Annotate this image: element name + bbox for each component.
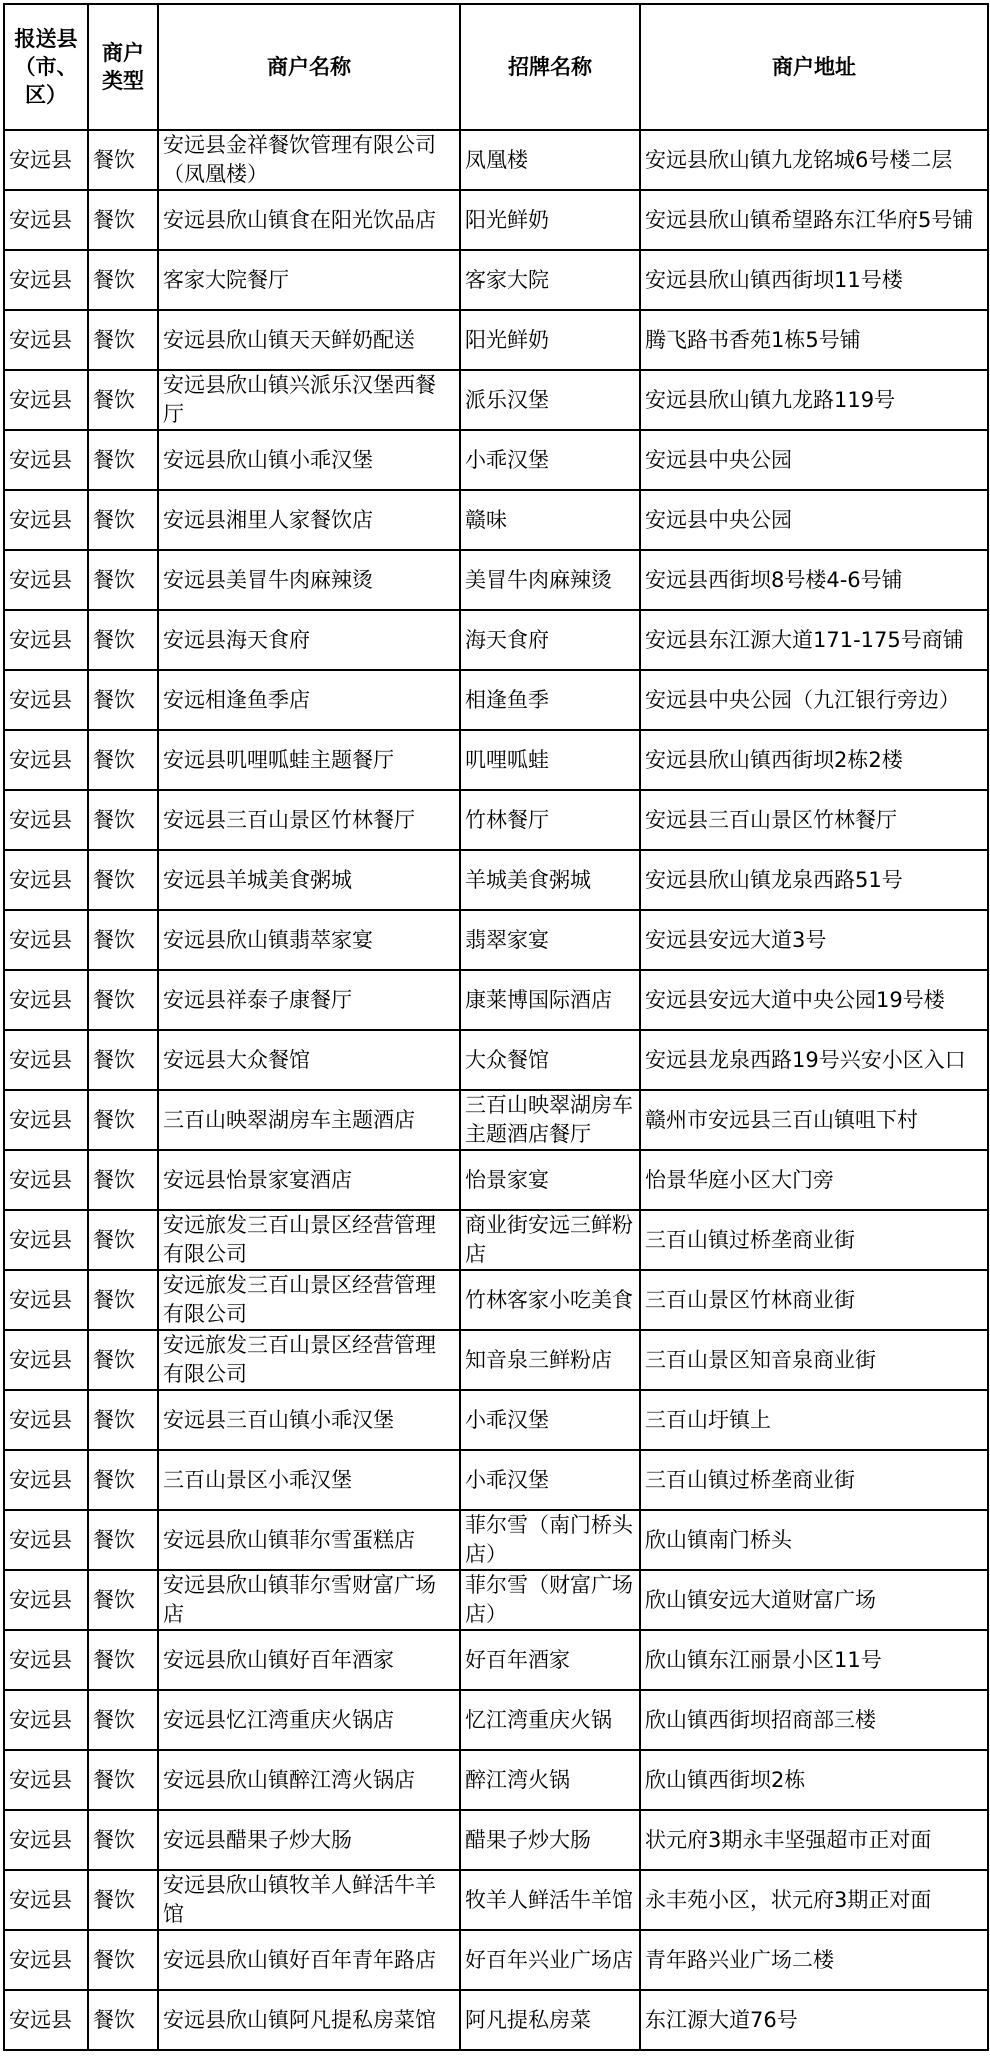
- table-row: [4, 1030, 988, 1090]
- sign-name-cell: 醉江湾火锅: [460, 1750, 640, 1810]
- table-row: [4, 1990, 988, 2050]
- table-row: [4, 1510, 988, 1570]
- address-cell: 安远县安远大道3号: [640, 910, 988, 970]
- sign-name-cell: 赣味: [460, 490, 640, 550]
- table-row: [4, 550, 988, 610]
- county-cell: 安远县: [4, 190, 88, 250]
- type-cell: 餐饮: [88, 970, 158, 1030]
- county-cell: 安远县: [4, 1690, 88, 1750]
- type-cell: 餐饮: [88, 850, 158, 910]
- merchant-name-cell: 安远相逢鱼季店: [158, 670, 460, 730]
- sign-name-cell: 派乐汉堡: [460, 370, 640, 430]
- merchant-name-cell: 安远县欣山镇牧羊人鲜活牛羊馆: [158, 1870, 460, 1930]
- sign-name-cell: 阳光鲜奶: [460, 190, 640, 250]
- table-row: [4, 910, 988, 970]
- sign-name-cell: 菲尔雪（南门桥头店）: [460, 1510, 640, 1570]
- table-row: [4, 670, 988, 730]
- merchant-name-cell: 安远县海天食府: [158, 610, 460, 670]
- county-cell: 安远县: [4, 1210, 88, 1270]
- merchant-name-cell: 安远县欣山镇食在阳光饮品店: [158, 190, 460, 250]
- table-row: [4, 1450, 988, 1510]
- sign-name-cell: 相逢鱼季: [460, 670, 640, 730]
- address-cell: 欣山镇西街坝招商部三楼: [640, 1690, 988, 1750]
- county-cell: 安远县: [4, 1810, 88, 1870]
- type-cell: 餐饮: [88, 310, 158, 370]
- type-cell: 餐饮: [88, 370, 158, 430]
- sign-name-cell: 好百年酒家: [460, 1630, 640, 1690]
- merchant-name-cell: 安远旅发三百山景区经营管理有限公司: [158, 1330, 460, 1390]
- merchant-name-cell: 安远县欣山镇菲尔雪财富广场店: [158, 1570, 460, 1630]
- address-cell: 安远县中央公园: [640, 430, 988, 490]
- address-cell: 安远县欣山镇九龙铭城6号楼二层: [640, 130, 988, 190]
- county-cell: 安远县: [4, 1270, 88, 1330]
- table-row: [4, 1330, 988, 1390]
- table-row: [4, 430, 988, 490]
- county-cell: 安远县: [4, 850, 88, 910]
- merchant-name-cell: 安远旅发三百山景区经营管理有限公司: [158, 1210, 460, 1270]
- county-cell: 安远县: [4, 310, 88, 370]
- sign-name-cell: 醋果子炒大肠: [460, 1810, 640, 1870]
- county-cell: 安远县: [4, 1750, 88, 1810]
- county-cell: 安远县: [4, 250, 88, 310]
- type-cell: 餐饮: [88, 1570, 158, 1630]
- merchant-name-cell: 安远县祥泰子康餐厅: [158, 970, 460, 1030]
- table-row: [4, 610, 988, 670]
- table-row: [4, 1930, 988, 1990]
- address-cell: 腾飞路书香苑1栋5号铺: [640, 310, 988, 370]
- address-cell: 状元府3期永丰坚强超市正对面: [640, 1810, 988, 1870]
- table-row: [4, 310, 988, 370]
- type-cell: 餐饮: [88, 1870, 158, 1930]
- address-cell: 永丰苑小区，状元府3期正对面: [640, 1870, 988, 1930]
- address-cell: 东江源大道76号: [640, 1990, 988, 2050]
- table-row: [4, 1570, 988, 1630]
- sign-name-cell: 竹林餐厅: [460, 790, 640, 850]
- table-row: [4, 1630, 988, 1690]
- sign-name-cell: 海天食府: [460, 610, 640, 670]
- type-cell: 餐饮: [88, 1750, 158, 1810]
- table-row: [4, 1210, 988, 1270]
- merchant-name-cell: 三百山景区小乖汉堡: [158, 1450, 460, 1510]
- sign-name-cell: 阳光鲜奶: [460, 310, 640, 370]
- merchant-name-cell: 安远县欣山镇兴派乐汉堡西餐厅: [158, 370, 460, 430]
- merchant-name-cell: 安远县忆江湾重庆火锅店: [158, 1690, 460, 1750]
- address-cell: 欣山镇南门桥头: [640, 1510, 988, 1570]
- address-cell: 三百山镇过桥垄商业街: [640, 1210, 988, 1270]
- header-county: 报送县（市、区）: [4, 4, 88, 130]
- header-name: 商户名称: [158, 4, 460, 130]
- sign-name-cell: 翡翠家宴: [460, 910, 640, 970]
- county-cell: 安远县: [4, 430, 88, 490]
- merchant-name-cell: 安远县欣山镇好百年青年路店: [158, 1930, 460, 1990]
- merchant-name-cell: 安远县羊城美食粥城: [158, 850, 460, 910]
- merchant-name-cell: 安远县湘里人家餐饮店: [158, 490, 460, 550]
- address-cell: 三百山景区竹林商业街: [640, 1270, 988, 1330]
- sign-name-cell: 三百山映翠湖房车主题酒店餐厅: [460, 1090, 640, 1150]
- county-cell: 安远县: [4, 1090, 88, 1150]
- address-cell: 安远县欣山镇希望路东江华府5号铺: [640, 190, 988, 250]
- address-cell: 安远县欣山镇九龙路119号: [640, 370, 988, 430]
- address-cell: 欣山镇安远大道财富广场: [640, 1570, 988, 1630]
- table-row: [4, 130, 988, 190]
- merchant-name-cell: 安远县金祥餐饮管理有限公司（凤凰楼）: [158, 130, 460, 190]
- merchant-name-cell: 客家大院餐厅: [158, 250, 460, 310]
- county-cell: 安远县: [4, 1510, 88, 1570]
- merchant-name-cell: 安远县大众餐馆: [158, 1030, 460, 1090]
- sign-name-cell: 知音泉三鲜粉店: [460, 1330, 640, 1390]
- county-cell: 安远县: [4, 1990, 88, 2050]
- address-cell: 青年路兴业广场二楼: [640, 1930, 988, 1990]
- county-cell: 安远县: [4, 910, 88, 970]
- sign-name-cell: 客家大院: [460, 250, 640, 310]
- address-cell: 三百山镇过桥垄商业街: [640, 1450, 988, 1510]
- table-row: [4, 1690, 988, 1750]
- county-cell: 安远县: [4, 1030, 88, 1090]
- type-cell: 餐饮: [88, 610, 158, 670]
- type-cell: 餐饮: [88, 490, 158, 550]
- county-cell: 安远县: [4, 790, 88, 850]
- merchant-name-cell: 安远县怡景家宴酒店: [158, 1150, 460, 1210]
- address-cell: 安远县欣山镇西街坝11号楼: [640, 250, 988, 310]
- county-cell: 安远县: [4, 610, 88, 670]
- type-cell: 餐饮: [88, 1810, 158, 1870]
- county-cell: 安远县: [4, 550, 88, 610]
- merchant-name-cell: 安远县叽哩呱蛙主题餐厅: [158, 730, 460, 790]
- sign-name-cell: 菲尔雪（财富广场店）: [460, 1570, 640, 1630]
- sign-name-cell: 好百年兴业广场店: [460, 1930, 640, 1990]
- header-address: 商户地址: [640, 4, 988, 130]
- county-cell: 安远县: [4, 1930, 88, 1990]
- table-row: [4, 1750, 988, 1810]
- table-row: [4, 1270, 988, 1330]
- table-row: [4, 1870, 988, 1930]
- merchant-name-cell: 安远县欣山镇小乖汉堡: [158, 430, 460, 490]
- address-cell: 安远县西街坝8号楼4-6号铺: [640, 550, 988, 610]
- merchant-name-cell: 安远县欣山镇好百年酒家: [158, 1630, 460, 1690]
- sign-name-cell: 怡景家宴: [460, 1150, 640, 1210]
- county-cell: 安远县: [4, 1330, 88, 1390]
- type-cell: 餐饮: [88, 1690, 158, 1750]
- table-row: [4, 190, 988, 250]
- county-cell: 安远县: [4, 130, 88, 190]
- type-cell: 餐饮: [88, 190, 158, 250]
- header-type: 商户类型: [88, 4, 158, 130]
- type-cell: 餐饮: [88, 1510, 158, 1570]
- table-row: [4, 850, 988, 910]
- type-cell: 餐饮: [88, 250, 158, 310]
- type-cell: 餐饮: [88, 430, 158, 490]
- table-row: [4, 1150, 988, 1210]
- sign-name-cell: 竹林客家小吃美食: [460, 1270, 640, 1330]
- address-cell: 安远县龙泉西路19号兴安小区入口: [640, 1030, 988, 1090]
- table-body: [4, 130, 988, 2050]
- type-cell: 餐饮: [88, 1450, 158, 1510]
- type-cell: 餐饮: [88, 1210, 158, 1270]
- address-cell: 安远县东江源大道171-175号商铺: [640, 610, 988, 670]
- table-row: [4, 730, 988, 790]
- address-cell: 安远县三百山景区竹林餐厅: [640, 790, 988, 850]
- type-cell: 餐饮: [88, 910, 158, 970]
- county-cell: 安远县: [4, 970, 88, 1030]
- type-cell: 餐饮: [88, 670, 158, 730]
- address-cell: 欣山镇西街坝2栋: [640, 1750, 988, 1810]
- sign-name-cell: 牧羊人鲜活牛羊馆: [460, 1870, 640, 1930]
- sign-name-cell: 康莱博国际酒店: [460, 970, 640, 1030]
- type-cell: 餐饮: [88, 1630, 158, 1690]
- sign-name-cell: 商业街安远三鲜粉店: [460, 1210, 640, 1270]
- county-cell: 安远县: [4, 1870, 88, 1930]
- table-row: [4, 370, 988, 430]
- merchant-name-cell: 安远旅发三百山景区经营管理有限公司: [158, 1270, 460, 1330]
- county-cell: 安远县: [4, 1450, 88, 1510]
- sign-name-cell: 忆江湾重庆火锅: [460, 1690, 640, 1750]
- type-cell: 餐饮: [88, 1030, 158, 1090]
- table-row: [4, 250, 988, 310]
- address-cell: 安远县中央公园（九江银行旁边）: [640, 670, 988, 730]
- county-cell: 安远县: [4, 730, 88, 790]
- merchant-name-cell: 安远县欣山镇阿凡提私房菜馆: [158, 1990, 460, 2050]
- address-cell: 安远县欣山镇龙泉西路51号: [640, 850, 988, 910]
- county-cell: 安远县: [4, 670, 88, 730]
- table-row: [4, 1810, 988, 1870]
- table-row: [4, 1090, 988, 1150]
- address-cell: 安远县欣山镇西街坝2栋2楼: [640, 730, 988, 790]
- type-cell: 餐饮: [88, 550, 158, 610]
- merchant-name-cell: 安远县醋果子炒大肠: [158, 1810, 460, 1870]
- county-cell: 安远县: [4, 490, 88, 550]
- merchant-name-cell: 安远县三百山镇小乖汉堡: [158, 1390, 460, 1450]
- sign-name-cell: 小乖汉堡: [460, 430, 640, 490]
- header-sign: 招牌名称: [460, 4, 640, 130]
- sign-name-cell: 叽哩呱蛙: [460, 730, 640, 790]
- type-cell: 餐饮: [88, 1270, 158, 1330]
- merchant-name-cell: 安远县欣山镇天天鲜奶配送: [158, 310, 460, 370]
- merchant-name-cell: 安远县美冒牛肉麻辣烫: [158, 550, 460, 610]
- address-cell: 赣州市安远县三百山镇咀下村: [640, 1090, 988, 1150]
- type-cell: 餐饮: [88, 1150, 158, 1210]
- address-cell: 安远县中央公园: [640, 490, 988, 550]
- county-cell: 安远县: [4, 370, 88, 430]
- county-cell: 安远县: [4, 1150, 88, 1210]
- sign-name-cell: 大众餐馆: [460, 1030, 640, 1090]
- sign-name-cell: 美冒牛肉麻辣烫: [460, 550, 640, 610]
- address-cell: 欣山镇东江丽景小区11号: [640, 1630, 988, 1690]
- sign-name-cell: 小乖汉堡: [460, 1390, 640, 1450]
- table-row: [4, 490, 988, 550]
- type-cell: 餐饮: [88, 1390, 158, 1450]
- type-cell: 餐饮: [88, 790, 158, 850]
- merchant-name-cell: 安远县欣山镇醉江湾火锅店: [158, 1750, 460, 1810]
- merchant-table: [3, 3, 989, 2051]
- sign-name-cell: 阿凡提私房菜: [460, 1990, 640, 2050]
- address-cell: 三百山景区知音泉商业街: [640, 1330, 988, 1390]
- merchant-name-cell: 三百山映翠湖房车主题酒店: [158, 1090, 460, 1150]
- merchant-name-cell: 安远县欣山镇翡萃家宴: [158, 910, 460, 970]
- address-cell: 怡景华庭小区大门旁: [640, 1150, 988, 1210]
- table-row: [4, 1390, 988, 1450]
- type-cell: 餐饮: [88, 730, 158, 790]
- sign-name-cell: 凤凰楼: [460, 130, 640, 190]
- merchant-name-cell: 安远县欣山镇菲尔雪蛋糕店: [158, 1510, 460, 1570]
- type-cell: 餐饮: [88, 1930, 158, 1990]
- table-row: [4, 970, 988, 1030]
- type-cell: 餐饮: [88, 1090, 158, 1150]
- county-cell: 安远县: [4, 1390, 88, 1450]
- sign-name-cell: 小乖汉堡: [460, 1450, 640, 1510]
- address-cell: 三百山圩镇上: [640, 1390, 988, 1450]
- merchant-name-cell: 安远县三百山景区竹林餐厅: [158, 790, 460, 850]
- type-cell: 餐饮: [88, 1990, 158, 2050]
- county-cell: 安远县: [4, 1570, 88, 1630]
- sign-name-cell: 羊城美食粥城: [460, 850, 640, 910]
- address-cell: 安远县安远大道中央公园19号楼: [640, 970, 988, 1030]
- type-cell: 餐饮: [88, 1330, 158, 1390]
- type-cell: 餐饮: [88, 130, 158, 190]
- header-row: [4, 4, 988, 130]
- table-row: [4, 790, 988, 850]
- county-cell: 安远县: [4, 1630, 88, 1690]
